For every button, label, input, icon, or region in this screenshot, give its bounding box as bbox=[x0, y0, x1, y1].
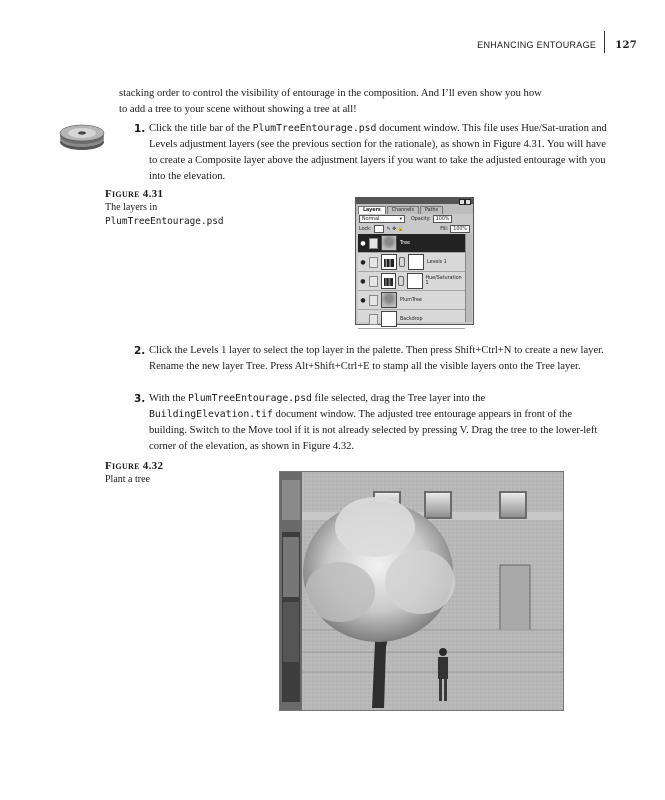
figure-title: Figure 4.32 bbox=[105, 460, 164, 472]
intro-line-1: stacking order to control the visibility of entourage in the composition. And I’ll even show you how bbox=[119, 88, 542, 99]
step-3-number: 3. bbox=[134, 393, 146, 405]
opacity-field[interactable]: 100% bbox=[433, 215, 453, 223]
hue-saturation-icon bbox=[381, 273, 397, 289]
palette-titlebar[interactable] bbox=[356, 198, 473, 204]
figure-4-32-caption bbox=[105, 459, 163, 487]
step-2 bbox=[119, 343, 609, 375]
lock-transparent-checkbox[interactable] bbox=[374, 225, 384, 233]
lock-row bbox=[356, 224, 473, 234]
step-3 bbox=[119, 391, 609, 455]
elevation-illustration bbox=[280, 472, 563, 710]
brush-slot[interactable] bbox=[369, 238, 378, 249]
step-2-text: Click the Levels 1 layer to select the top layer in the palette. Then press Shift+Ctrl+N to create a new layer. Rename the new layer Tree. Press Alt+Shift+Ctrl+E to stamp all the visible layers onto the Tree layer. bbox=[149, 345, 604, 372]
cd-icon bbox=[58, 120, 106, 152]
page-number: 127 bbox=[615, 39, 637, 51]
figure-caption: Plant a tree bbox=[105, 474, 150, 485]
layer-name: Backdrop bbox=[400, 316, 423, 322]
eye-icon[interactable]: ● bbox=[360, 296, 366, 304]
layer-row-backdrop[interactable] bbox=[358, 310, 465, 329]
running-header bbox=[477, 37, 637, 53]
figure-caption: The layers in bbox=[105, 202, 158, 213]
layer-name: PlumTree bbox=[400, 297, 422, 303]
opacity-label: Opacity: bbox=[411, 216, 431, 222]
intro-line-2: to add a tree to your scene without showing a tree at all! bbox=[119, 104, 357, 115]
brush-slot[interactable] bbox=[369, 295, 378, 306]
eye-icon[interactable]: ● bbox=[360, 277, 366, 285]
filename: BuildingElevation.tif bbox=[149, 409, 273, 420]
palette-tabs bbox=[356, 204, 473, 214]
blend-mode-select[interactable]: Normal ▾ bbox=[359, 215, 405, 223]
palette-scrollbar[interactable] bbox=[465, 234, 472, 322]
chevron-down-icon: ▾ bbox=[399, 216, 402, 222]
section-title: ENHANCING ENTOURAGE bbox=[477, 40, 597, 50]
figure-caption-filename: PlumTreeEntourage.psd bbox=[105, 216, 224, 227]
mask-thumbnail bbox=[408, 254, 424, 270]
step-1-number: 1. bbox=[134, 123, 146, 135]
layer-row-tree[interactable] bbox=[358, 234, 465, 253]
layers-palette bbox=[355, 197, 474, 325]
brush-slot[interactable] bbox=[369, 276, 378, 287]
layer-row-hue-saturation-1[interactable] bbox=[358, 272, 465, 291]
layer-thumbnail bbox=[381, 311, 397, 327]
lock-icons[interactable]: ✎ ✥ 🔒 bbox=[386, 226, 404, 232]
step-2-number: 2. bbox=[134, 345, 146, 357]
layer-name: Hue/Saturation 1 bbox=[425, 276, 462, 286]
layer-row-plumtree[interactable] bbox=[358, 291, 465, 310]
layer-list bbox=[358, 234, 465, 322]
layer-thumbnail bbox=[381, 292, 397, 308]
close-icon[interactable] bbox=[465, 199, 471, 205]
figure-4-31-caption bbox=[105, 187, 224, 229]
eye-icon[interactable]: ● bbox=[360, 258, 366, 266]
layer-name: Levels 1 bbox=[427, 259, 447, 265]
brush-slot[interactable] bbox=[369, 257, 378, 268]
tab-channels[interactable]: Channels bbox=[387, 206, 419, 214]
link-icon bbox=[399, 257, 405, 267]
brush-slot[interactable] bbox=[369, 314, 378, 325]
layer-row-levels-1[interactable] bbox=[358, 253, 465, 272]
link-icon bbox=[398, 276, 404, 286]
layer-name: Tree bbox=[400, 240, 410, 246]
lock-label: Lock: bbox=[359, 226, 372, 232]
figure-title: Figure 4.31 bbox=[105, 188, 164, 200]
layer-thumbnail bbox=[381, 235, 397, 251]
tab-paths[interactable]: Paths bbox=[420, 206, 443, 214]
blend-row bbox=[356, 214, 473, 224]
fill-field[interactable]: 100% bbox=[450, 225, 470, 233]
mask-thumbnail bbox=[407, 273, 423, 289]
eye-icon[interactable]: ● bbox=[360, 239, 366, 247]
filename: PlumTreeEntourage.psd bbox=[188, 393, 312, 404]
step-1 bbox=[119, 121, 609, 185]
step-3-text: With the PlumTreeEntourage.psd file selected, drag the Tree layer into the BuildingElevation.tif document window. The adjusted tree entourage appears in front of the building. Switch to the Move tool if it is not already selected by pressing V. Drag the tree to the lower-left corner of the elevation, as shown in Figure 4.32. bbox=[149, 393, 598, 452]
building-elevation-image bbox=[279, 471, 564, 711]
filename: PlumTreeEntourage.psd bbox=[252, 123, 377, 134]
intro-paragraph bbox=[119, 86, 609, 118]
tab-layers[interactable]: Layers bbox=[358, 206, 386, 214]
eye-icon[interactable] bbox=[359, 315, 367, 323]
step-1-text: Click the title bar of the PlumTreeEntourage.psd document window. This file uses Hue/Sat-uration and Levels adjustment layers (see the previous section for the rationale), as shown in Figure 4.31. You will have to create a Composite layer above the adjustment layers if you want to take the adjusted entourage with you into the elevation. bbox=[149, 123, 607, 182]
histogram-icon bbox=[381, 254, 397, 270]
fill-label: Fill: bbox=[440, 226, 449, 232]
